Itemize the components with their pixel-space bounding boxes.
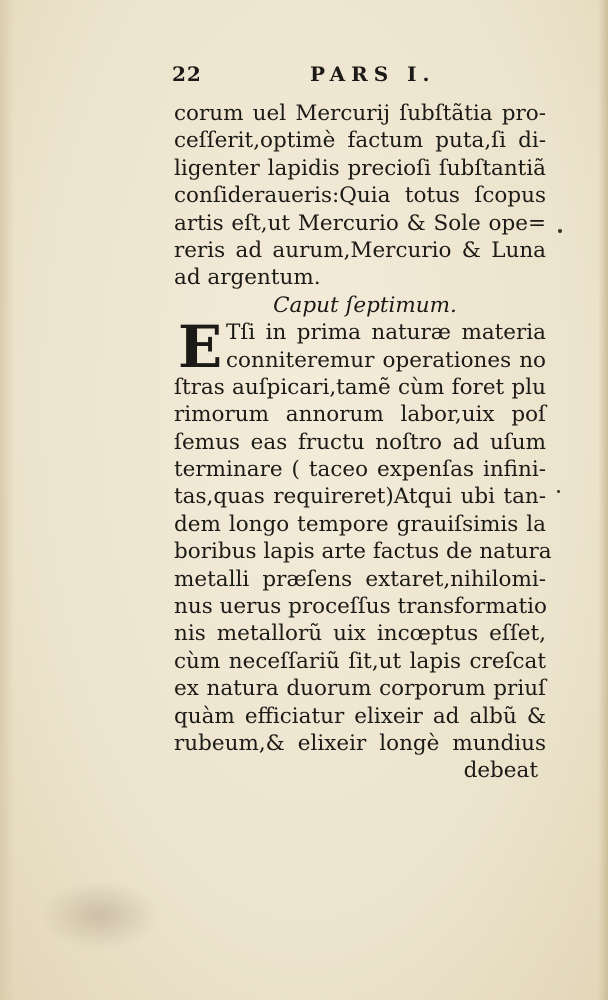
text-line: cùm neceſſariũ ſit,ut lapis creſcat: [174, 648, 546, 674]
ink-speck: [557, 490, 560, 493]
text-line: nis metallorũ uix incœptus eſſet,: [174, 621, 546, 647]
text-line: tas,quas requireret)Atqui ubi tan-: [174, 484, 546, 510]
page-edge-right: [598, 0, 608, 1000]
text-line: corum uel Mercurij ſubſtãtia pro-: [174, 101, 546, 126]
ink-speck: [558, 229, 562, 233]
text-line: terminare ( taceo expenſas infini-: [174, 457, 546, 483]
catchword: debeat: [463, 758, 538, 784]
drop-cap: E: [178, 313, 223, 382]
page-header: [172, 60, 562, 92]
page-number: 22: [172, 62, 202, 86]
text-line: ceſſerit,optimè factum puta,ſi di-: [174, 128, 546, 154]
text-line: ſtras auſpicari,tamẽ cùm foret plu: [174, 374, 546, 400]
text-line: reris ad aurum,Mercurio & Luna: [174, 237, 546, 263]
text-line: artis eſt,ut Mercurio & Sole ope=: [174, 210, 546, 236]
text-line: ſemus eas fructu noſtro ad uſum: [174, 429, 546, 455]
text-line: ligenter lapidis precioſi ſubſtantiã: [174, 155, 546, 181]
chapter-paragraph: [174, 313, 552, 757]
body-text: [174, 100, 552, 785]
text-line: dem longo tempore grauiſsimis la: [174, 511, 546, 537]
text-line: metalli præſens extaret,nihilomi-: [174, 566, 546, 592]
text-line: boribus lapis arte factus de natura: [174, 539, 552, 565]
text-line: ex natura duorum corporum priuſ: [174, 676, 546, 702]
text-line: conniteremur operationes no: [226, 347, 546, 373]
text-line: nus uerus proceſſus transformatio: [174, 594, 547, 620]
page-edge-left: [0, 0, 14, 1000]
text-line: Tſi in prima naturæ materia: [226, 320, 546, 346]
text-line: conſideraueris:Quia totus ſcopus: [174, 183, 546, 209]
text-line: ad argentum.: [174, 265, 321, 291]
paper-stain: [40, 880, 160, 950]
text-line: quàm efficiatur elixeir ad albũ &: [174, 703, 546, 729]
text-line: rubeum,& elixeir longè mundius: [174, 730, 546, 756]
running-head: PARS I.: [310, 62, 436, 86]
chapter-heading: Caput ſeptimum.: [273, 292, 457, 318]
text-line: rimorum annorum labor,uix poſ: [174, 402, 546, 428]
